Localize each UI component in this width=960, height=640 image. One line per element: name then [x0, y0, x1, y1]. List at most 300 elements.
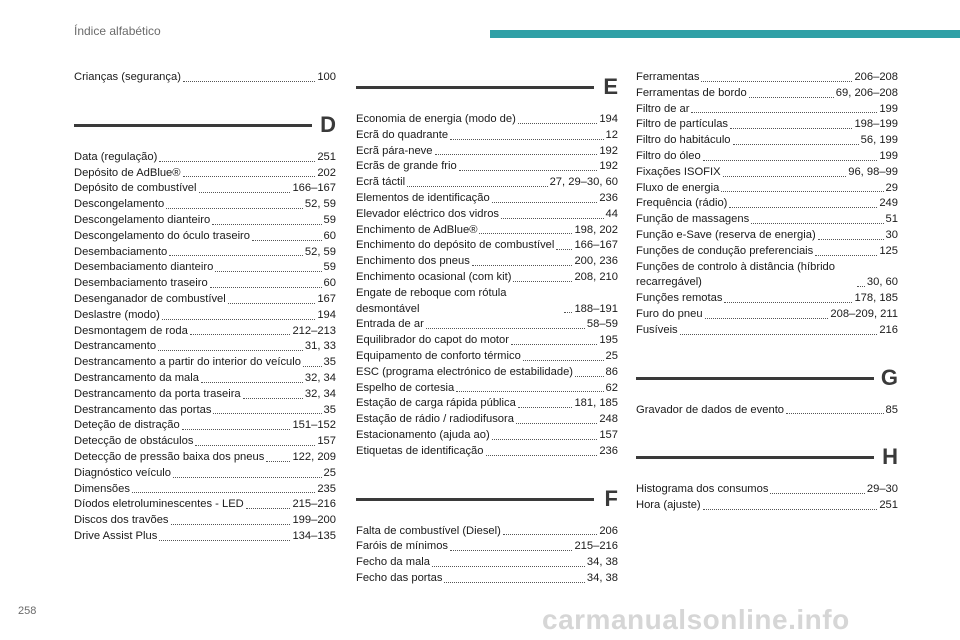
index-entry[interactable] — [74, 466, 336, 482]
index-column-2 — [356, 70, 618, 587]
entry-term: Drive Assist Plus — [74, 529, 158, 542]
entry-pages: 215–216 — [292, 498, 336, 511]
entry-pages: 60 — [323, 229, 336, 242]
index-entry[interactable] — [356, 270, 618, 286]
index-entry[interactable] — [356, 428, 618, 444]
entry-pages: 29 — [885, 181, 898, 194]
entry-term: Entrada de ar — [356, 318, 424, 331]
dot-leader — [815, 255, 877, 256]
dot-leader — [159, 161, 315, 162]
section-spacer — [74, 86, 336, 108]
entry-term: Deslastre (modo) — [74, 308, 160, 321]
dot-leader — [183, 176, 316, 177]
entry-pages: 96, 98–99 — [848, 165, 898, 178]
dot-leader — [518, 123, 598, 124]
dot-leader — [751, 223, 883, 224]
index-entry[interactable] — [356, 223, 618, 239]
entry-pages: 122, 209 — [292, 450, 336, 463]
entry-pages: 236 — [599, 444, 618, 457]
entry-term: Ecrã do quadrante — [356, 128, 449, 141]
index-entry[interactable] — [74, 482, 336, 498]
index-entry[interactable] — [356, 144, 618, 160]
dot-leader — [450, 550, 572, 551]
section-heading — [356, 76, 618, 112]
entry-term: Fluxo de energia — [636, 181, 720, 194]
dot-leader — [486, 455, 598, 456]
entry-pages: 195 — [599, 334, 618, 347]
dot-leader — [818, 239, 884, 240]
dot-leader — [857, 286, 865, 287]
entry-pages: 32, 34 — [304, 371, 336, 384]
entry-pages: 166–167 — [292, 182, 336, 195]
entry-pages: 194 — [599, 113, 618, 125]
entry-term: Ferramentas de bordo — [636, 86, 747, 99]
entry-term: Engate de reboque com rótula desmontável — [356, 286, 507, 315]
entry-pages: 251 — [317, 150, 336, 163]
index-entry[interactable] — [356, 254, 618, 270]
section-spacer — [356, 460, 618, 482]
section-spacer — [636, 418, 898, 440]
dot-leader — [479, 233, 572, 234]
dot-leader — [169, 255, 303, 256]
index-entry[interactable] — [636, 165, 898, 181]
entry-pages: 58–59 — [586, 318, 618, 331]
entry-term: Destrancamento das portas — [74, 403, 212, 416]
dot-leader — [701, 81, 852, 82]
section-heading — [74, 111, 336, 150]
entry-pages: 12 — [605, 128, 618, 141]
entry-term: Etiquetas de identificação — [356, 444, 484, 457]
entry-pages: 30, 60 — [866, 276, 898, 289]
entry-pages: 208, 210 — [574, 270, 618, 283]
entry-term: Faróis de mínimos — [356, 540, 449, 553]
entry-pages: 157 — [599, 428, 618, 441]
entry-term: Data (regulação) — [74, 150, 158, 163]
index-entry[interactable] — [356, 159, 618, 175]
index-entry[interactable] — [74, 418, 336, 434]
index-entry[interactable] — [356, 286, 618, 318]
entry-pages: 235 — [317, 482, 336, 495]
dot-leader — [564, 312, 572, 313]
entry-pages: 34, 38 — [586, 556, 618, 569]
index-section-continued — [636, 70, 898, 339]
dot-leader — [723, 176, 847, 177]
section-spacer — [636, 339, 898, 361]
section-heading — [636, 364, 898, 403]
dot-leader — [450, 139, 603, 140]
entry-term: Desembaciamento dianteiro — [74, 261, 214, 274]
entry-term: Diagnóstico veículo — [74, 466, 172, 479]
index-entry[interactable] — [356, 128, 618, 144]
index-entry[interactable] — [356, 207, 618, 223]
index-entry[interactable] — [74, 70, 336, 86]
entry-pages: 30 — [885, 228, 898, 241]
dot-leader — [518, 407, 573, 408]
entry-pages: 31, 33 — [304, 340, 336, 353]
entry-pages: 60 — [323, 277, 336, 290]
dot-leader — [556, 249, 572, 250]
dot-leader — [246, 508, 291, 509]
entry-term: Discos dos travões — [74, 514, 169, 527]
entry-term: Descongelamento dianteiro — [74, 213, 211, 226]
entry-pages: 56, 199 — [860, 134, 898, 147]
index-entry[interactable] — [636, 323, 898, 339]
index-entry[interactable] — [74, 181, 336, 197]
index-entry[interactable] — [74, 213, 336, 229]
entry-term: Enchimento dos pneus — [356, 255, 470, 268]
index-entry[interactable] — [356, 175, 618, 191]
index-entry[interactable] — [356, 365, 618, 381]
entry-term: Estacionamento (ajuda ao) — [356, 428, 490, 441]
index-entry[interactable] — [356, 571, 618, 587]
index-entry[interactable] — [74, 166, 336, 182]
dot-leader — [162, 319, 316, 320]
dot-leader — [183, 81, 315, 82]
dot-leader — [132, 492, 315, 493]
dot-leader — [456, 391, 603, 392]
dot-leader — [190, 334, 291, 335]
dot-leader — [212, 224, 321, 225]
section-letter: D — [320, 111, 336, 137]
entry-pages: 100 — [317, 71, 336, 83]
entry-term: Filtro do óleo — [636, 149, 701, 162]
entry-term: Díodos eletroluminescentes - LED — [74, 498, 244, 511]
entry-term: Descongelamento — [74, 198, 165, 211]
entry-term: Deteção de distração — [74, 419, 180, 432]
index-entry[interactable] — [356, 333, 618, 349]
entry-pages: 248 — [599, 413, 618, 426]
header-accent-bar — [490, 30, 960, 38]
section-rule — [356, 498, 594, 501]
index-section-h — [636, 418, 898, 514]
entry-pages: 188–191 — [574, 302, 618, 315]
index-entry[interactable] — [636, 117, 898, 133]
dot-leader — [511, 344, 597, 345]
dot-leader — [182, 429, 291, 430]
entry-pages: 125 — [879, 244, 898, 257]
index-entry[interactable] — [636, 86, 898, 102]
entry-pages: 44 — [605, 207, 618, 220]
index-entry[interactable] — [636, 70, 898, 86]
dot-leader — [501, 218, 604, 219]
index-entry[interactable] — [636, 307, 898, 323]
entry-pages: 151–152 — [292, 419, 336, 432]
entry-term: Funções de condução preferenciais — [636, 244, 814, 257]
dot-leader — [201, 382, 303, 383]
section-heading — [636, 446, 898, 482]
entry-pages: 51 — [885, 213, 898, 226]
entry-term: Fecho da mala — [356, 556, 431, 569]
dot-leader — [472, 265, 573, 266]
index-entry[interactable] — [74, 513, 336, 529]
entry-term: Enchimento do depósito de combustível — [356, 239, 555, 252]
dot-leader — [721, 191, 883, 192]
index-entry[interactable] — [636, 498, 898, 514]
dot-leader — [705, 318, 829, 319]
entry-pages: 199–200 — [292, 514, 336, 527]
entry-term: Desembaciamento traseiro — [74, 277, 208, 290]
entry-pages: 52, 59 — [304, 245, 336, 258]
entry-term: Função e-Save (reserva de energia) — [636, 228, 816, 241]
entry-pages: 215–216 — [574, 540, 618, 553]
index-entry[interactable] — [74, 339, 336, 355]
index-entry[interactable] — [74, 245, 336, 261]
entry-pages: 192 — [599, 144, 618, 157]
index-entry[interactable] — [74, 434, 336, 450]
section-heading — [356, 485, 618, 524]
index-entry[interactable] — [74, 529, 336, 545]
entry-term: Filtro do habitáculo — [636, 134, 731, 147]
dot-leader — [730, 128, 852, 129]
entry-pages: 59 — [323, 261, 336, 274]
dot-leader — [724, 302, 852, 303]
index-entry[interactable] — [74, 150, 336, 166]
entry-term: Função de massagens — [636, 213, 750, 226]
section-letter: F — [604, 485, 618, 511]
index-section-e — [356, 76, 618, 460]
dot-leader — [228, 303, 316, 304]
index-entry[interactable] — [356, 349, 618, 365]
index-entry[interactable] — [74, 276, 336, 292]
entry-term: Fecho das portas — [356, 571, 443, 584]
entry-pages: 192 — [599, 160, 618, 173]
dot-leader — [733, 144, 859, 145]
entry-pages: 69, 206–208 — [835, 86, 898, 99]
page-header-title: Índice alfabético — [74, 24, 161, 38]
index-section-d — [74, 86, 336, 545]
entry-pages: 194 — [317, 308, 336, 321]
index-entry[interactable] — [636, 133, 898, 149]
entry-pages: 208–209, 211 — [830, 307, 898, 320]
dot-leader — [210, 287, 322, 288]
dot-leader — [303, 366, 322, 367]
section-rule — [636, 377, 874, 380]
entry-term: Hora (ajuste) — [636, 499, 701, 512]
entry-term: Elevador eléctrico dos vidros — [356, 207, 500, 220]
index-entry[interactable] — [356, 112, 618, 128]
dot-leader — [166, 208, 303, 209]
entry-term: Filtro de ar — [636, 102, 690, 115]
dot-leader — [171, 524, 291, 525]
entry-pages: 25 — [323, 466, 336, 479]
entry-pages: 32, 34 — [304, 387, 336, 400]
entry-term: ESC (programa electrónico de estabilidade) — [356, 365, 574, 378]
entry-pages: 25 — [605, 349, 618, 362]
index-entry[interactable] — [74, 387, 336, 403]
dot-leader — [173, 477, 322, 478]
entry-pages: 29–30 — [866, 483, 898, 496]
entry-pages: 198, 202 — [574, 223, 618, 236]
entry-pages: 35 — [323, 403, 336, 416]
index-entry[interactable] — [636, 228, 898, 244]
index-section-f — [356, 460, 618, 587]
dot-leader — [703, 160, 878, 161]
dot-leader — [407, 186, 547, 187]
dot-leader — [749, 97, 834, 98]
entry-term: Destrancamento da porta traseira — [74, 387, 241, 400]
index-entry[interactable] — [74, 450, 336, 466]
index-entry[interactable] — [356, 555, 618, 571]
index-entry[interactable] — [636, 212, 898, 228]
index-entry[interactable] — [356, 238, 618, 254]
dot-leader — [513, 281, 572, 282]
entry-term: Detecção de obstáculos — [74, 435, 194, 448]
index-entry[interactable] — [356, 191, 618, 207]
entry-pages: 134–135 — [292, 529, 336, 542]
entry-pages: 251 — [879, 499, 898, 512]
entry-term: Fusíveis — [636, 323, 678, 336]
index-entry[interactable] — [636, 403, 898, 419]
section-letter: H — [882, 444, 898, 470]
index-entry[interactable] — [636, 244, 898, 260]
watermark: carmanualsonline.info — [542, 604, 850, 635]
index-entry[interactable] — [356, 524, 618, 540]
index-entry[interactable] — [74, 308, 336, 324]
index-entry[interactable] — [356, 412, 618, 428]
entry-pages: 157 — [317, 435, 336, 448]
dot-leader — [503, 534, 597, 535]
index-entry[interactable] — [636, 181, 898, 197]
index-section-continued — [74, 70, 336, 86]
dot-leader — [266, 461, 290, 462]
entry-term: Fixações ISOFIX — [636, 165, 721, 178]
entry-term: Destrancamento a partir do interior do veículo — [74, 356, 301, 369]
entry-term: Frequência (rádio) — [636, 197, 728, 210]
index-entry[interactable] — [636, 482, 898, 498]
dot-leader — [523, 360, 604, 361]
index-entry[interactable] — [74, 197, 336, 213]
entry-term: Histograma dos consumos — [636, 483, 769, 496]
entry-term: Desmontagem de roda — [74, 324, 188, 337]
dot-leader — [195, 445, 315, 446]
entry-term: Funções remotas — [636, 292, 723, 305]
dot-leader — [243, 398, 303, 399]
dot-leader — [213, 413, 321, 414]
index-entry[interactable] — [636, 260, 898, 292]
entry-pages: 178, 185 — [854, 292, 898, 305]
entry-pages: 34, 38 — [586, 571, 618, 584]
dot-leader — [426, 328, 585, 329]
entry-pages: 200, 236 — [574, 255, 618, 268]
entry-term: Crianças (segurança) — [74, 71, 181, 83]
entry-pages: 206–208 — [854, 71, 898, 83]
index-entry[interactable] — [356, 396, 618, 412]
dot-leader — [215, 271, 321, 272]
entry-pages: 249 — [879, 197, 898, 210]
index-entry[interactable] — [636, 291, 898, 307]
index-entry[interactable] — [74, 371, 336, 387]
index-entry[interactable] — [74, 403, 336, 419]
dot-leader — [199, 192, 291, 193]
entry-pages: 199 — [879, 102, 898, 115]
section-rule — [636, 456, 874, 459]
entry-pages: 166–167 — [574, 239, 618, 252]
entry-term: Dimensões — [74, 482, 130, 495]
index-entry[interactable] — [74, 355, 336, 371]
entry-pages: 59 — [323, 213, 336, 226]
index-entry[interactable] — [636, 102, 898, 118]
entry-term: Destrancamento da mala — [74, 371, 199, 384]
entry-pages: 198–199 — [854, 118, 898, 131]
entry-term: Ecrã pára-neve — [356, 144, 433, 157]
entry-pages: 216 — [879, 323, 898, 336]
entry-term: Estação de carga rápida pública — [356, 397, 516, 410]
entry-pages: 202 — [317, 166, 336, 179]
dot-leader — [492, 202, 598, 203]
dot-leader — [492, 439, 598, 440]
section-letter: G — [880, 364, 898, 390]
dot-leader — [435, 154, 598, 155]
entry-term: Ferramentas — [636, 71, 700, 83]
entry-term: Estação de rádio / radiodifusora — [356, 413, 514, 426]
entry-pages: 236 — [599, 191, 618, 204]
entry-pages: 52, 59 — [304, 198, 336, 211]
entry-pages: 85 — [885, 403, 898, 416]
entry-term: Filtro de partículas — [636, 118, 729, 131]
dot-leader — [786, 413, 884, 414]
entry-term: Funções de controlo à distância (híbrido recarregável) — [636, 260, 836, 289]
index-entry[interactable] — [356, 317, 618, 333]
entry-term: Espelho de cortesia — [356, 381, 455, 394]
entry-term: Economia de energia (modo de) — [356, 113, 516, 125]
entry-term: Falta de combustível (Diesel) — [356, 524, 501, 537]
index-entry[interactable] — [74, 260, 336, 276]
dot-leader — [444, 582, 584, 583]
index-entry[interactable] — [74, 229, 336, 245]
section-letter: E — [603, 74, 618, 99]
entry-pages: 27, 29–30, 60 — [549, 176, 618, 189]
dot-leader — [691, 112, 877, 113]
entry-term: Depósito de AdBlue® — [74, 166, 181, 179]
entry-term: Equipamento de conforto térmico — [356, 349, 521, 362]
entry-term: Equilibrador do capot do motor — [356, 334, 509, 347]
dot-leader — [575, 376, 604, 377]
section-rule — [356, 86, 594, 89]
page-number: 258 — [18, 605, 37, 617]
index-entry[interactable] — [356, 444, 618, 460]
entry-pages: 206 — [599, 524, 618, 537]
dot-leader — [516, 423, 597, 424]
dot-leader — [158, 350, 303, 351]
entry-pages: 35 — [323, 356, 336, 369]
index-entry[interactable] — [74, 292, 336, 308]
entry-term: Destrancamento — [74, 340, 157, 353]
index-column-3 — [636, 70, 898, 514]
index-entry[interactable] — [636, 149, 898, 165]
index-section-g — [636, 339, 898, 419]
index-entry[interactable] — [636, 196, 898, 212]
entry-pages: 62 — [605, 381, 618, 394]
index-entry[interactable] — [74, 497, 336, 513]
entry-term: Enchimento ocasional (com kit) — [356, 270, 512, 283]
entry-term: Ecrãs de grande frio — [356, 160, 457, 173]
entry-term: Enchimento de AdBlue® — [356, 223, 478, 236]
entry-term: Furo do pneu — [636, 307, 703, 320]
dot-leader — [729, 207, 877, 208]
index-entry[interactable] — [356, 381, 618, 397]
dot-leader — [252, 240, 322, 241]
entry-pages: 212–213 — [292, 324, 336, 337]
dot-leader — [770, 493, 864, 494]
entry-term: Descongelamento do óculo traseiro — [74, 229, 250, 242]
dot-leader — [432, 566, 585, 567]
entry-pages: 86 — [605, 365, 618, 378]
index-column-1 — [74, 70, 336, 545]
index-entry[interactable] — [74, 324, 336, 340]
entry-term: Desenganador de combustível — [74, 292, 226, 305]
dot-leader — [159, 540, 290, 541]
index-entry[interactable] — [356, 539, 618, 555]
